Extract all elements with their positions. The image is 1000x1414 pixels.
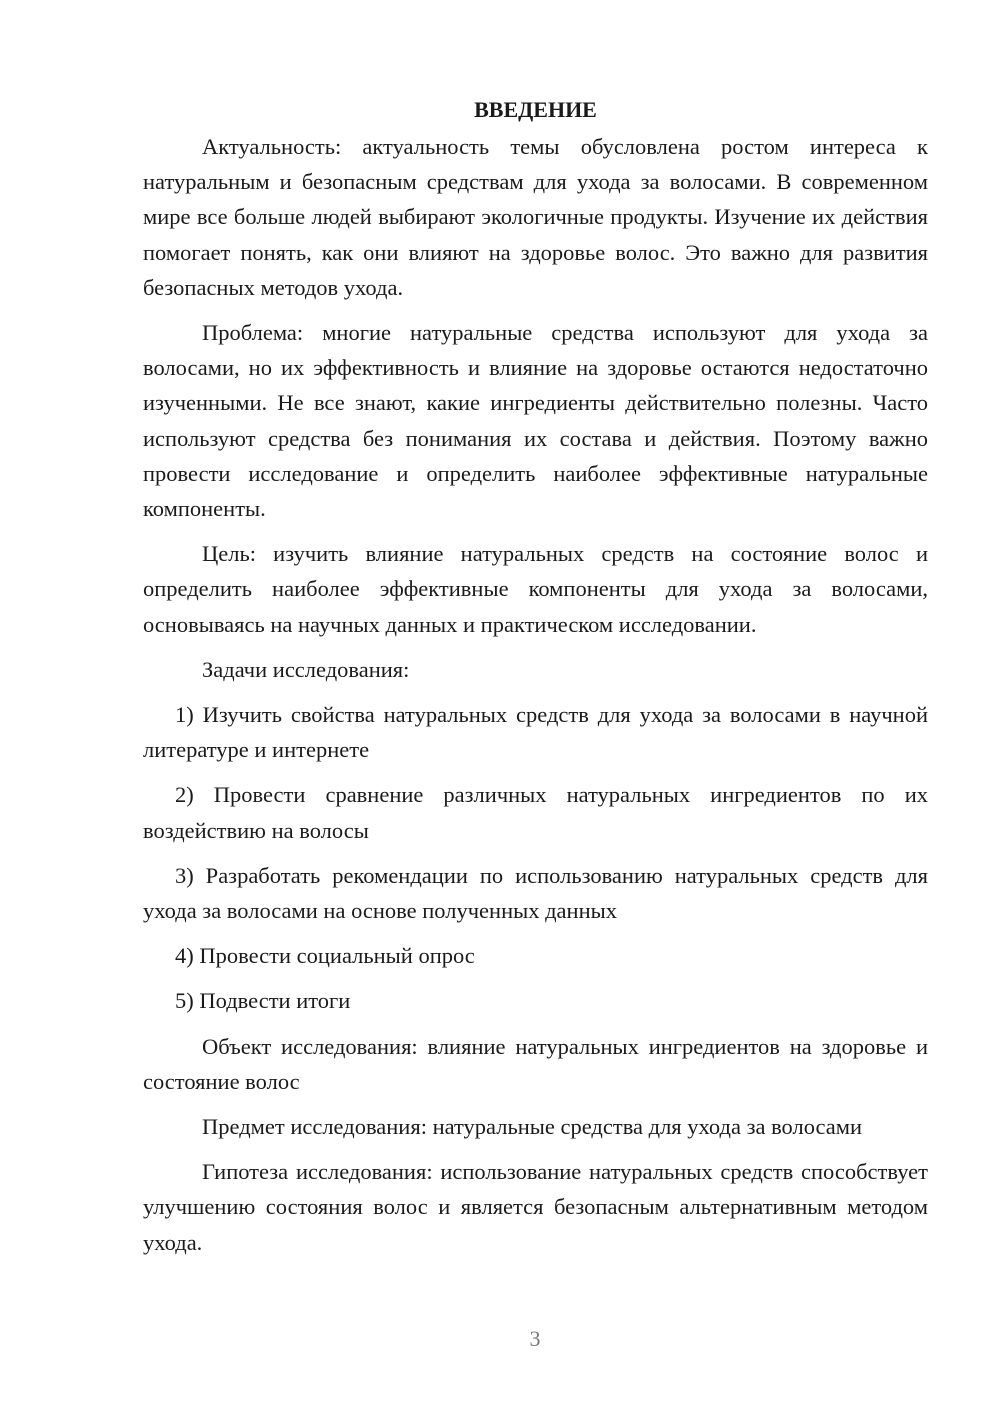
problem-paragraph: Проблема: многие натуральные средства используют для ухода за волосами, но их эффективность и влияние на здоровье остаются недостаточно изученными. Не все знают, какие ингредиенты действительно полезны. Часто используют средства без понимания их состава и действия. Поэтому важно провести исследование и определить наиболее эффективные натуральные компоненты.	[143, 320, 928, 522]
task-item-4: 4) Провести социальный опрос	[175, 943, 475, 969]
task-item-5: 5) Подвести итоги	[175, 988, 351, 1014]
goal-paragraph: Цель: изучить влияние натуральных средств на состояние волос и определить наиболее эффективные компоненты для ухода за волосами, основываясь на научных данных и практическом исследовании.	[143, 541, 928, 637]
task-item-3: 3) Разработать рекомендации по использованию натуральных средств для ухода за волосами на основе полученных данных	[143, 862, 928, 924]
object-paragraph: Объект исследования: влияние натуральных ингредиентов на здоровье и состояние волос	[143, 1033, 928, 1094]
subject-paragraph: Предмет исследования: натуральные средства для ухода за волосами	[202, 1114, 863, 1140]
page-number: 3	[529, 1326, 541, 1351]
page-title: ВВЕДЕНИЕ	[474, 97, 597, 122]
task-item-2: 2) Провести сравнение различных натуральных ингредиентов по их воздействию на волосы	[143, 782, 928, 843]
task-item-1: 1) Изучить свойства натуральных средств для ухода за волосами в научной литературе и интернете	[143, 702, 928, 763]
hypothesis-paragraph: Гипотеза исследования: использование натуральных средств способствует улучшению состояния волос и является безопасным альтернативным методом ухода.	[143, 1159, 928, 1255]
document-page	[143, 92, 928, 1270]
relevance-paragraph: Актуальность: актуальность темы обусловлена ростом интереса к натуральным и безопасным средствам для ухода за волосами. В современном мире все больше людей выбирают экологичные продукты. Изучение их действия помогает понять, как они влияют на здоровье волос. Это важно для развития безопасных методов ухода.	[143, 134, 928, 300]
tasks-heading: Задачи исследования:	[202, 656, 410, 682]
